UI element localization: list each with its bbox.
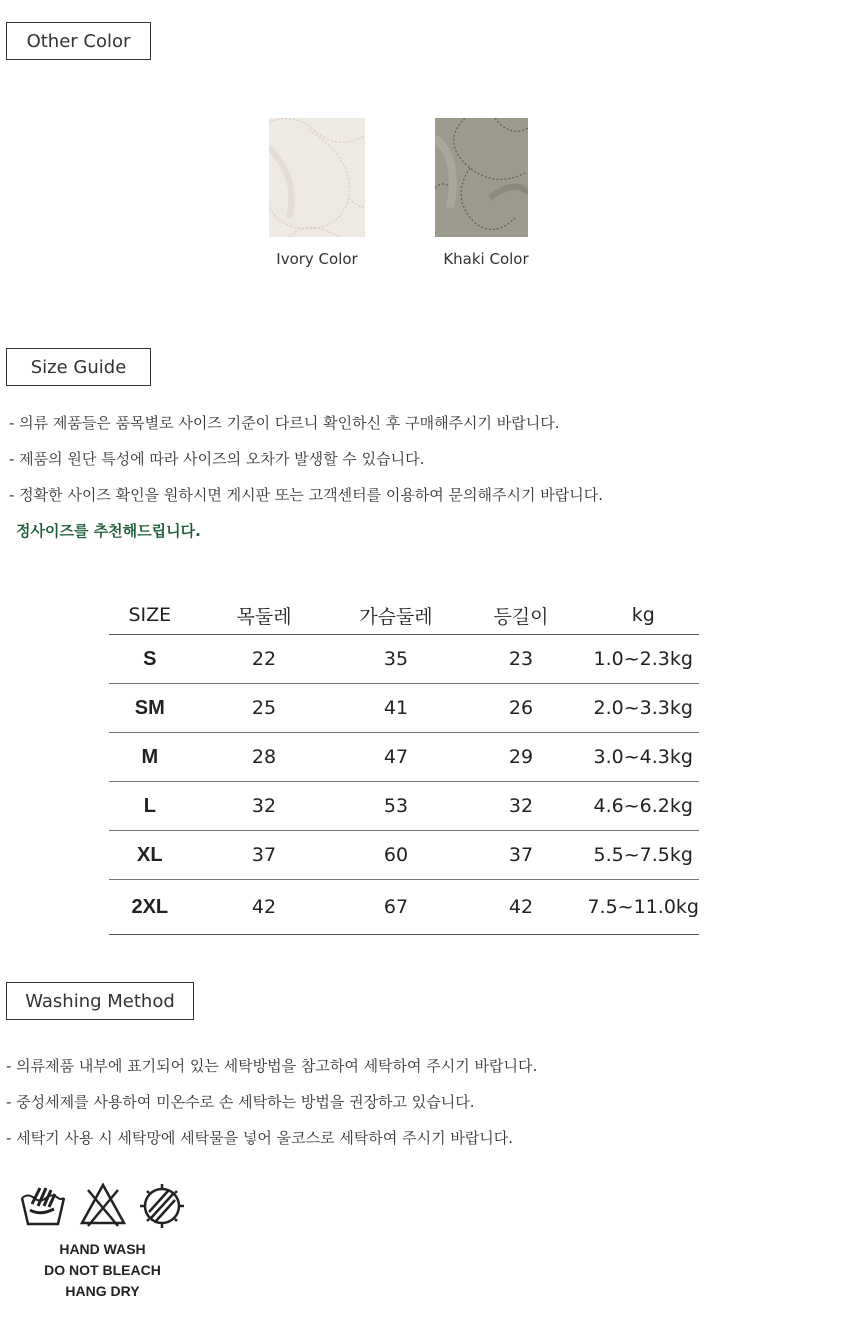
chest-cell: 60 [383, 844, 409, 866]
size-guide-heading: Size Guide [6, 348, 151, 386]
size-cell: XL [137, 843, 163, 866]
size-note: - 제품의 원단 특성에 따라 사이즈의 오차가 발생할 수 있습니다. [9, 450, 425, 468]
weight-cell: 3.0~4.3kg [593, 746, 693, 768]
other-color-heading: Other Color [6, 22, 151, 60]
wash-note: - 중성세제를 사용하여 미온수로 손 세탁하는 방법을 권장하고 있습니다. [6, 1093, 475, 1111]
header-neck: 목둘레 [236, 605, 292, 628]
care-icons [18, 1182, 188, 1232]
weight-cell: 4.6~6.2kg [593, 795, 693, 817]
size-cell: 2XL [131, 895, 169, 918]
weight-cell: 2.0~3.3kg [593, 697, 693, 719]
weight-cell: 7.5~11.0kg [587, 896, 699, 918]
size-cell: SM [134, 696, 165, 719]
ivory-swatch-image[interactable] [269, 118, 365, 237]
hang-dry-icon [140, 1184, 184, 1228]
size-table [109, 596, 699, 935]
care-text-hand-wash: HAND WASH [59, 1241, 146, 1257]
size-note: - 의류 제품들은 품목별로 사이즈 기준이 다르니 확인하신 후 구매해주시기 바랍니다. [9, 414, 560, 432]
wash-note: - 의류제품 내부에 표기되어 있는 세탁방법을 참고하여 세탁하여 주시기 바랍니다. [6, 1057, 538, 1075]
table-row [109, 831, 699, 880]
table-row [109, 635, 699, 684]
header-back-length: 등길이 [493, 605, 549, 628]
chest-cell: 41 [383, 697, 409, 719]
neck-cell: 42 [251, 896, 277, 918]
table-row [109, 782, 699, 831]
size-cell: M [141, 745, 159, 768]
chest-cell: 67 [383, 896, 409, 918]
table-row [109, 684, 699, 733]
khaki-swatch-image[interactable] [435, 118, 528, 237]
chest-cell: 53 [383, 795, 409, 817]
chest-cell: 47 [383, 746, 409, 768]
table-row [109, 880, 699, 935]
back-cell: 37 [508, 844, 534, 866]
back-cell: 23 [508, 648, 534, 670]
hand-wash-icon [22, 1188, 64, 1224]
size-cell: L [143, 794, 156, 817]
khaki-color-label: Khaki Color [443, 250, 529, 268]
do-not-bleach-icon [82, 1185, 124, 1226]
weight-cell: 1.0~2.3kg [593, 648, 693, 670]
table-row [109, 733, 699, 782]
washing-method-heading: Washing Method [6, 982, 194, 1020]
table-header-row [109, 596, 699, 635]
neck-cell: 32 [251, 795, 277, 817]
ivory-color-label: Ivory Color [276, 250, 358, 268]
back-cell: 32 [508, 795, 534, 817]
care-text-do-not-bleach: DO NOT BLEACH [44, 1262, 161, 1278]
back-cell: 42 [508, 896, 534, 918]
size-note: - 정확한 사이즈 확인을 원하시면 게시판 또는 고객센터를 이용하여 문의해주시기 바랍니다. [9, 486, 603, 504]
header-size: SIZE [128, 604, 172, 626]
care-text-hang-dry: HANG DRY [65, 1283, 140, 1299]
header-weight: kg [631, 604, 655, 626]
header-chest: 가슴둘레 [359, 605, 433, 628]
neck-cell: 25 [251, 697, 277, 719]
neck-cell: 37 [251, 844, 277, 866]
size-recommendation: 정사이즈를 추천해드립니다. [16, 522, 201, 540]
size-cell: S [143, 647, 157, 670]
neck-cell: 28 [251, 746, 277, 768]
chest-cell: 35 [383, 648, 409, 670]
wash-note: - 세탁기 사용 시 세탁망에 세탁물을 넣어 울코스로 세탁하여 주시기 바랍니다. [6, 1129, 514, 1147]
weight-cell: 5.5~7.5kg [593, 844, 693, 866]
back-cell: 26 [508, 697, 534, 719]
back-cell: 29 [508, 746, 534, 768]
neck-cell: 22 [251, 648, 277, 670]
